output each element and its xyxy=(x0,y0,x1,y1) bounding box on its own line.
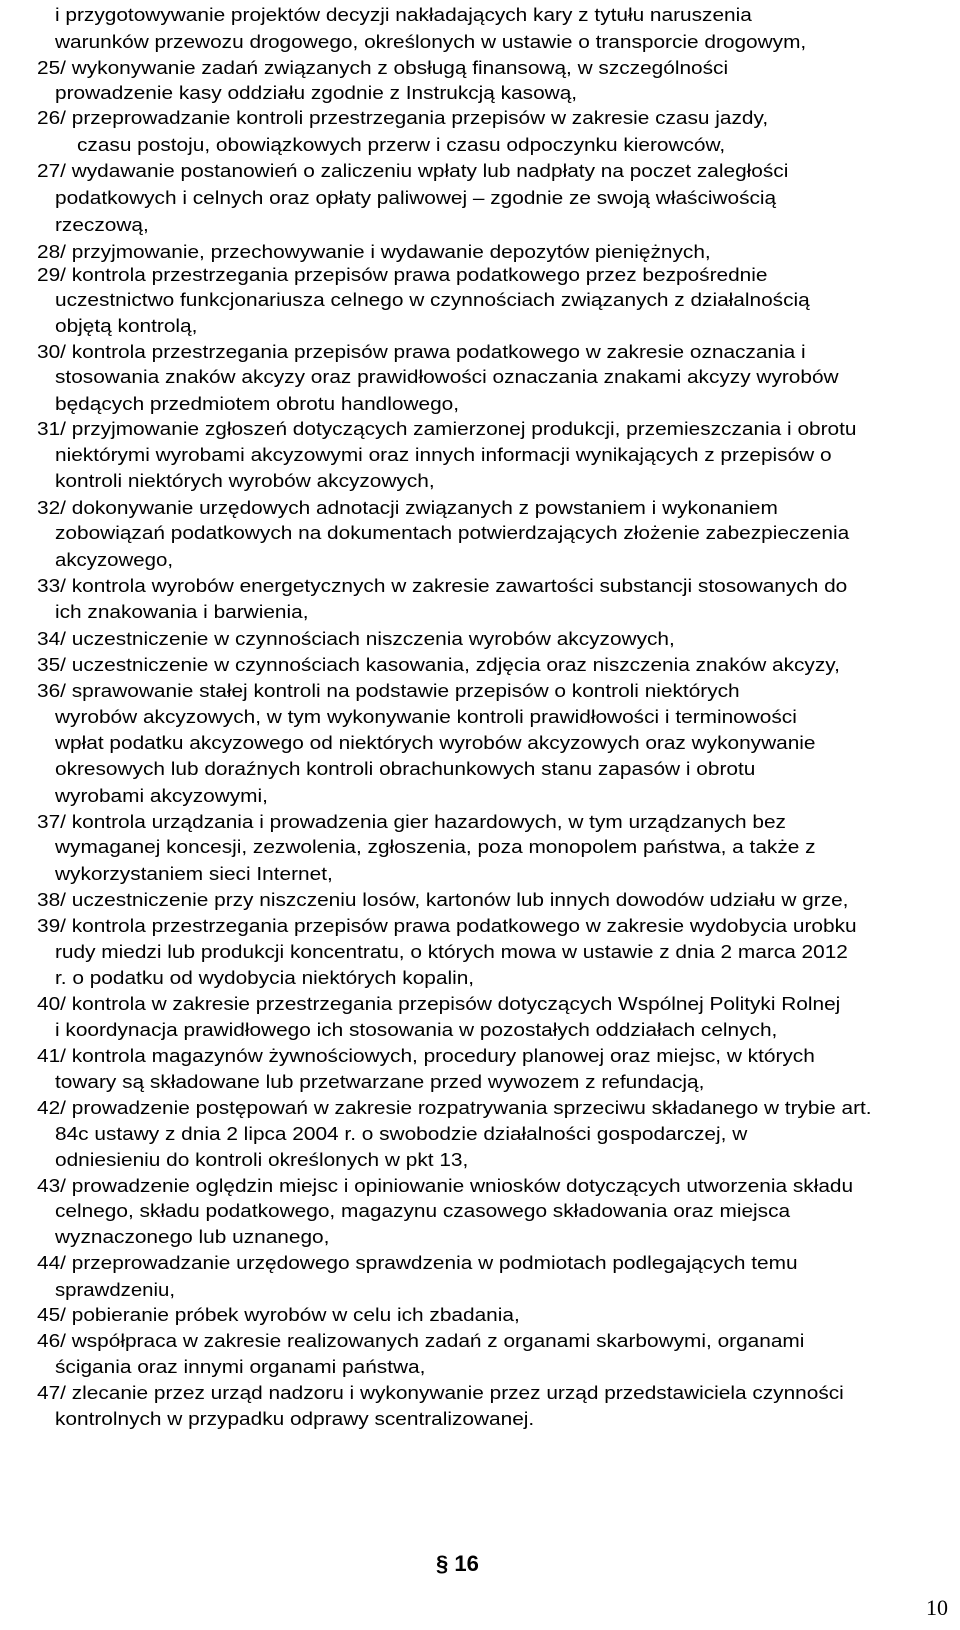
text-line: 34/ uczestniczenie w czynnościach niszczenia wyrobów akcyzowych, xyxy=(37,628,675,649)
text-line: 26/ przeprowadzanie kontroli przestrzegania przepisów w zakresie czasu jazdy, xyxy=(37,107,769,128)
text-line: 32/ dokonywanie urzędowych adnotacji związanych z powstaniem i wykonaniem xyxy=(37,497,778,518)
text-line: zobowiązań podatkowych na dokumentach potwierdzających złożenie zabezpieczenia xyxy=(55,522,850,543)
text-line: 35/ uczestniczenie w czynnościach kasowania, zdjęcia oraz niszczenia znaków akcyzy, xyxy=(37,654,840,675)
text-line: objętą kontrolą, xyxy=(55,315,198,336)
text-line: r. o podatku od wydobycia niektórych kopalin, xyxy=(55,967,475,988)
text-line: okresowych lub doraźnych kontroli obrachunkowych stanu zapasów i obrotu xyxy=(55,758,756,779)
text-line: stosowania znaków akcyzy oraz prawidłowości oznaczania znakami akcyzy wyrobów xyxy=(55,366,839,387)
text-line: akcyzowego, xyxy=(55,549,173,570)
text-line: sprawdzeniu, xyxy=(55,1279,175,1300)
text-line: 27/ wydawanie postanowień o zaliczeniu wpłaty lub nadpłaty na poczet zaległości xyxy=(37,160,789,181)
text-line: 33/ kontrola wyrobów energetycznych w zakresie zawartości substancji stosowanych do xyxy=(37,575,848,596)
text-line: 43/ prowadzenie oględzin miejsc i opiniowanie wniosków dotyczących utworzenia składu xyxy=(37,1175,854,1196)
text-line: i przygotowywanie projektów decyzji nakładających kary z tytułu naruszenia xyxy=(55,4,752,25)
text-line: wymaganej koncesji, zezwolenia, zgłoszenia, poza monopolem państwa, a także z xyxy=(55,836,816,857)
text-line: 39/ kontrola przestrzegania przepisów prawa podatkowego w zakresie wydobycia urobku xyxy=(37,915,857,936)
text-line: 40/ kontrola w zakresie przestrzegania przepisów dotyczących Wspólnej Polityki Rolnej xyxy=(37,993,841,1014)
text-line: rudy miedzi lub produkcji koncentratu, o których mowa w ustawie z dnia 2 marca 2012 xyxy=(55,941,848,962)
text-line: odniesieniu do kontroli określonych w pkt 13, xyxy=(55,1149,469,1170)
text-line: 41/ kontrola magazynów żywnościowych, procedury planowej oraz miejsc, w których xyxy=(37,1045,815,1066)
text-line: niektórymi wyrobami akcyzowymi oraz innych informacji wynikających z przepisów o xyxy=(55,444,832,465)
text-line: kontroli niektórych wyrobów akcyzowych, xyxy=(55,470,435,491)
text-line: wykorzystaniem sieci Internet, xyxy=(55,863,333,884)
text-line: 37/ kontrola urządzania i prowadzenia gier hazardowych, w tym urządzanych bez xyxy=(37,811,786,832)
text-line: czasu postoju, obowiązkowych przerw i czasu odpoczynku kierowców, xyxy=(77,134,726,155)
text-line: celnego, składu podatkowego, magazynu czasowego składowania oraz miejsca xyxy=(55,1200,791,1221)
text-line: będących przedmiotem obrotu handlowego, xyxy=(55,393,460,414)
text-line: rzeczową, xyxy=(55,214,149,235)
text-line: wyznaczonego lub uznanego, xyxy=(55,1226,330,1247)
text-line: 44/ przeprowadzanie urzędowego sprawdzenia w podmiotach podlegających temu xyxy=(37,1252,798,1273)
text-line: 28/ przyjmowanie, przechowywanie i wydawanie depozytów pieniężnych, xyxy=(37,241,711,262)
text-line: kontrolnych w przypadku odprawy scentralizowanej. xyxy=(55,1408,535,1429)
page-number: 10 xyxy=(926,1595,948,1620)
text-line: towary są składowane lub przetwarzane przed wywozem z refundacją, xyxy=(55,1071,705,1092)
text-line: 25/ wykonywanie zadań związanych z obsługą finansową, w szczególności xyxy=(37,57,729,78)
text-line: uczestnictwo funkcjonariusza celnego w czynnościach związanych z działalnością xyxy=(55,289,810,310)
text-line: i koordynacja prawidłowego ich stosowania w pozostałych oddziałach celnych, xyxy=(55,1019,778,1040)
text-line: prowadzenie kasy oddziału zgodnie z Instrukcją kasową, xyxy=(55,82,578,103)
text-line: ich znakowania i barwienia, xyxy=(55,601,309,622)
text-line: 31/ przyjmowanie zgłoszeń dotyczących zamierzonej produkcji, przemieszczania i obrotu xyxy=(37,418,857,439)
text-line: 36/ sprawowanie stałej kontroli na podstawie przepisów o kontroli niektórych xyxy=(37,680,740,701)
text-line: podatkowych i celnych oraz opłaty paliwowej – zgodnie ze swoją właściwością xyxy=(55,187,777,208)
text-line: 42/ prowadzenie postępowań w zakresie rozpatrywania sprzeciwu składanego w trybie art. xyxy=(37,1097,872,1118)
text-line: 30/ kontrola przestrzegania przepisów prawa podatkowego w zakresie oznaczania i xyxy=(37,341,806,362)
text-line: 29/ kontrola przestrzegania przepisów prawa podatkowego przez bezpośrednie xyxy=(37,264,768,285)
text-line: 45/ pobieranie próbek wyrobów w celu ich zbadania, xyxy=(37,1304,520,1325)
text-line: 84c ustawy z dnia 2 lipca 2004 r. o swobodzie działalności gospodarczej, w xyxy=(55,1123,748,1144)
text-line: wyrobów akcyzowych, w tym wykonywanie kontroli prawidłowości i terminowości xyxy=(55,706,797,727)
section-label: § 16 xyxy=(436,1551,479,1576)
text-line: 46/ współpraca w zakresie realizowanych zadań z organami skarbowymi, organami xyxy=(37,1330,805,1351)
text-line: wyrobami akcyzowymi, xyxy=(55,785,268,806)
text-line: 47/ zlecanie przez urząd nadzoru i wykonywanie przez urząd przedstawiciela czynności xyxy=(37,1382,844,1403)
text-line: wpłat podatku akcyzowego od niektórych wyrobów akcyzowych oraz wykonywanie xyxy=(55,732,816,753)
text-line: warunków przewozu drogowego, określonych w ustawie o transporcie drogowym, xyxy=(55,31,807,52)
text-line: 38/ uczestniczenie przy niszczeniu losów, kartonów lub innych dowodów udziału w grze, xyxy=(37,889,849,910)
text-line: ścigania oraz innymi organami państwa, xyxy=(55,1356,426,1377)
